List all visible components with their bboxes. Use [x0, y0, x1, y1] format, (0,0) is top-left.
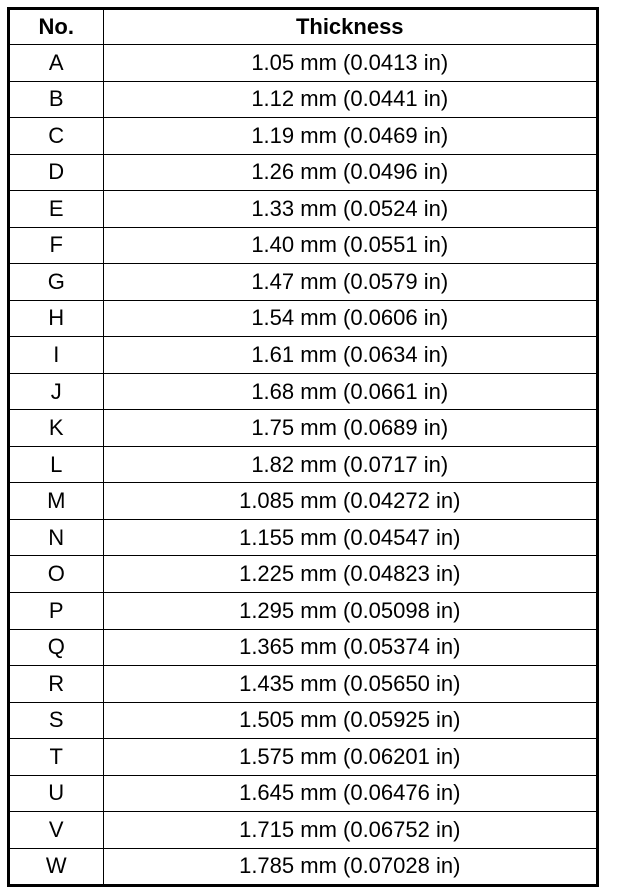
- cell-no: T: [10, 739, 103, 776]
- cell-thickness: 1.40 mm (0.0551 in): [103, 227, 596, 264]
- cell-thickness: 1.82 mm (0.0717 in): [103, 446, 596, 483]
- cell-thickness: 1.61 mm (0.0634 in): [103, 337, 596, 374]
- cell-thickness: 1.54 mm (0.0606 in): [103, 300, 596, 337]
- table-row: [10, 264, 596, 301]
- table-row: [10, 848, 596, 884]
- table-row: [10, 702, 596, 739]
- thickness-table-frame: [7, 7, 599, 887]
- cell-no: C: [10, 118, 103, 155]
- cell-thickness: 1.12 mm (0.0441 in): [103, 81, 596, 118]
- cell-no: W: [10, 848, 103, 884]
- cell-thickness: 1.26 mm (0.0496 in): [103, 154, 596, 191]
- cell-thickness: 1.155 mm (0.04547 in): [103, 519, 596, 556]
- cell-no: E: [10, 191, 103, 228]
- table-row: [10, 519, 596, 556]
- cell-no: P: [10, 592, 103, 629]
- cell-thickness: 1.225 mm (0.04823 in): [103, 556, 596, 593]
- cell-no: F: [10, 227, 103, 264]
- cell-no: K: [10, 410, 103, 447]
- table-row: [10, 775, 596, 812]
- cell-no: R: [10, 666, 103, 703]
- header-no: No.: [10, 10, 103, 45]
- table-row: [10, 191, 596, 228]
- table-row: [10, 556, 596, 593]
- cell-thickness: 1.75 mm (0.0689 in): [103, 410, 596, 447]
- cell-no: L: [10, 446, 103, 483]
- table-row: [10, 227, 596, 264]
- cell-no: B: [10, 81, 103, 118]
- cell-thickness: 1.505 mm (0.05925 in): [103, 702, 596, 739]
- cell-no: V: [10, 812, 103, 849]
- cell-no: S: [10, 702, 103, 739]
- cell-no: I: [10, 337, 103, 374]
- cell-thickness: 1.05 mm (0.0413 in): [103, 45, 596, 82]
- cell-no: A: [10, 45, 103, 82]
- table-row: [10, 81, 596, 118]
- table-row: [10, 629, 596, 666]
- cell-thickness: 1.715 mm (0.06752 in): [103, 812, 596, 849]
- cell-no: O: [10, 556, 103, 593]
- cell-thickness: 1.68 mm (0.0661 in): [103, 373, 596, 410]
- cell-thickness: 1.645 mm (0.06476 in): [103, 775, 596, 812]
- cell-no: G: [10, 264, 103, 301]
- cell-no: H: [10, 300, 103, 337]
- table-row: [10, 410, 596, 447]
- cell-thickness: 1.085 mm (0.04272 in): [103, 483, 596, 520]
- table-row: [10, 483, 596, 520]
- table-row: [10, 154, 596, 191]
- table-row: [10, 45, 596, 82]
- table-row: [10, 118, 596, 155]
- cell-thickness: 1.575 mm (0.06201 in): [103, 739, 596, 776]
- table-row: [10, 446, 596, 483]
- cell-no: D: [10, 154, 103, 191]
- cell-thickness: 1.33 mm (0.0524 in): [103, 191, 596, 228]
- cell-no: N: [10, 519, 103, 556]
- cell-thickness: 1.435 mm (0.05650 in): [103, 666, 596, 703]
- cell-no: M: [10, 483, 103, 520]
- header-thickness: Thickness: [103, 10, 596, 45]
- cell-thickness: 1.19 mm (0.0469 in): [103, 118, 596, 155]
- cell-no: J: [10, 373, 103, 410]
- cell-thickness: 1.785 mm (0.07028 in): [103, 848, 596, 884]
- table-row: [10, 300, 596, 337]
- cell-thickness: 1.365 mm (0.05374 in): [103, 629, 596, 666]
- cell-thickness: 1.47 mm (0.0579 in): [103, 264, 596, 301]
- table-row: [10, 666, 596, 703]
- thickness-table: [10, 10, 596, 884]
- table-header-row: [10, 10, 596, 45]
- table-row: [10, 373, 596, 410]
- cell-no: U: [10, 775, 103, 812]
- cell-no: Q: [10, 629, 103, 666]
- table-body: [10, 45, 596, 885]
- table-row: [10, 337, 596, 374]
- table-row: [10, 812, 596, 849]
- cell-thickness: 1.295 mm (0.05098 in): [103, 592, 596, 629]
- table-row: [10, 592, 596, 629]
- table-row: [10, 739, 596, 776]
